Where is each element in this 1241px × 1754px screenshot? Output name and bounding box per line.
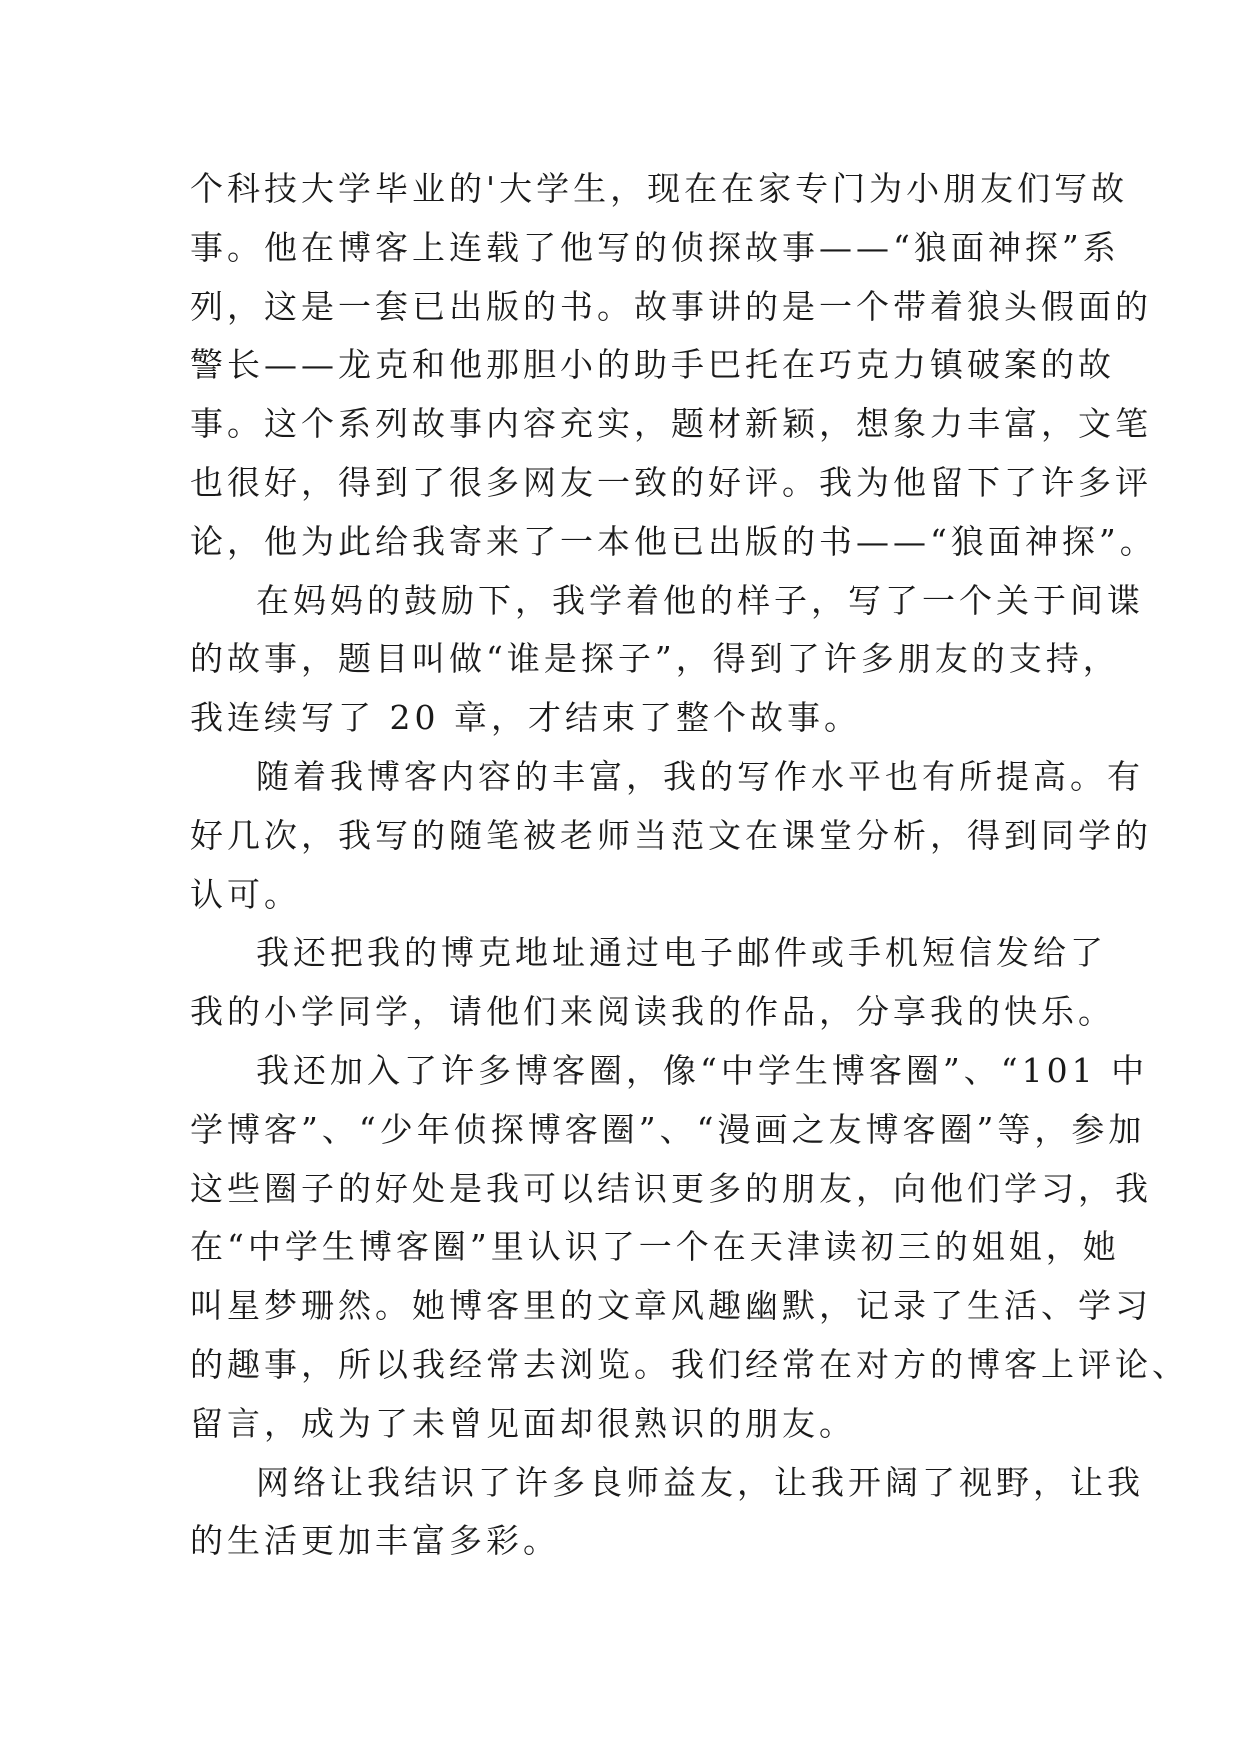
article-body <box>190 160 1189 1571</box>
text-line: 在“中学生博客圈”里认识了一个在天津读初三的姐姐，她 <box>190 1227 1120 1267</box>
text-line: 事。他在博客上连载了他写的侦探故事——“狼面神探”系 <box>190 227 1120 267</box>
paragraph-first-line: 我还把我的博克地址通过电子邮件或手机短信发给了 <box>256 933 1107 973</box>
text-line: 论，他为此给我寄来了一本他已出版的书——“狼面神探”。 <box>190 521 1157 561</box>
paragraph-first-line: 网络让我结识了许多良师益友，让我开阔了视野，让我 <box>256 1462 1144 1502</box>
text-line: 事。这个系列故事内容充实，题材新颖，想象力丰富，文笔 <box>190 404 1152 444</box>
text-line: 我连续写了 20 章，才结束了整个故事。 <box>190 698 861 738</box>
text-line: 叫星梦珊然。她博客里的文章风趣幽默，记录了生活、学习 <box>190 1286 1152 1326</box>
text-line: 认可。 <box>190 874 301 914</box>
paragraph-first-line: 我还加入了许多博客圈，像“中学生博客圈”、“101 中 <box>256 1050 1149 1090</box>
text-line: 个科技大学毕业的'大学生，现在在家专门为小朋友们写故 <box>190 169 1129 208</box>
text-line: 这些圈子的好处是我可以结识更多的朋友，向他们学习，我 <box>190 1168 1152 1208</box>
text-line: 的趣事，所以我经常去浏览。我们经常在对方的博客上评论、 <box>190 1344 1189 1384</box>
text-line: 好几次，我写的随笔被老师当范文在课堂分析，得到同学的 <box>190 815 1152 855</box>
text-line: 我的小学同学，请他们来阅读我的作品，分享我的快乐。 <box>190 992 1115 1032</box>
text-line: 留言，成为了未曾见面却很熟识的朋友。 <box>190 1403 856 1443</box>
text-line: 的生活更加丰富多彩。 <box>190 1521 560 1561</box>
text-line: 学博客”、“少年侦探博客圈”、“漫画之友博客圈”等，参加 <box>190 1109 1146 1149</box>
paragraph-first-line: 在妈妈的鼓励下，我学着他的样子，写了一个关于间谍 <box>256 580 1144 620</box>
text-line: 列，这是一套已出版的书。故事讲的是一个带着狼头假面的 <box>190 286 1152 326</box>
text-line: 也很好，得到了很多网友一致的好评。我为他留下了许多评 <box>190 462 1152 502</box>
text-line: 警长——龙克和他那胆小的助手巴托在巧克力镇破案的故 <box>190 345 1115 385</box>
text-line: 的故事，题目叫做“谁是探子”，得到了许多朋友的支持， <box>190 639 1120 679</box>
paragraph-first-line: 随着我博客内容的丰富，我的写作水平也有所提高。有 <box>256 756 1144 796</box>
